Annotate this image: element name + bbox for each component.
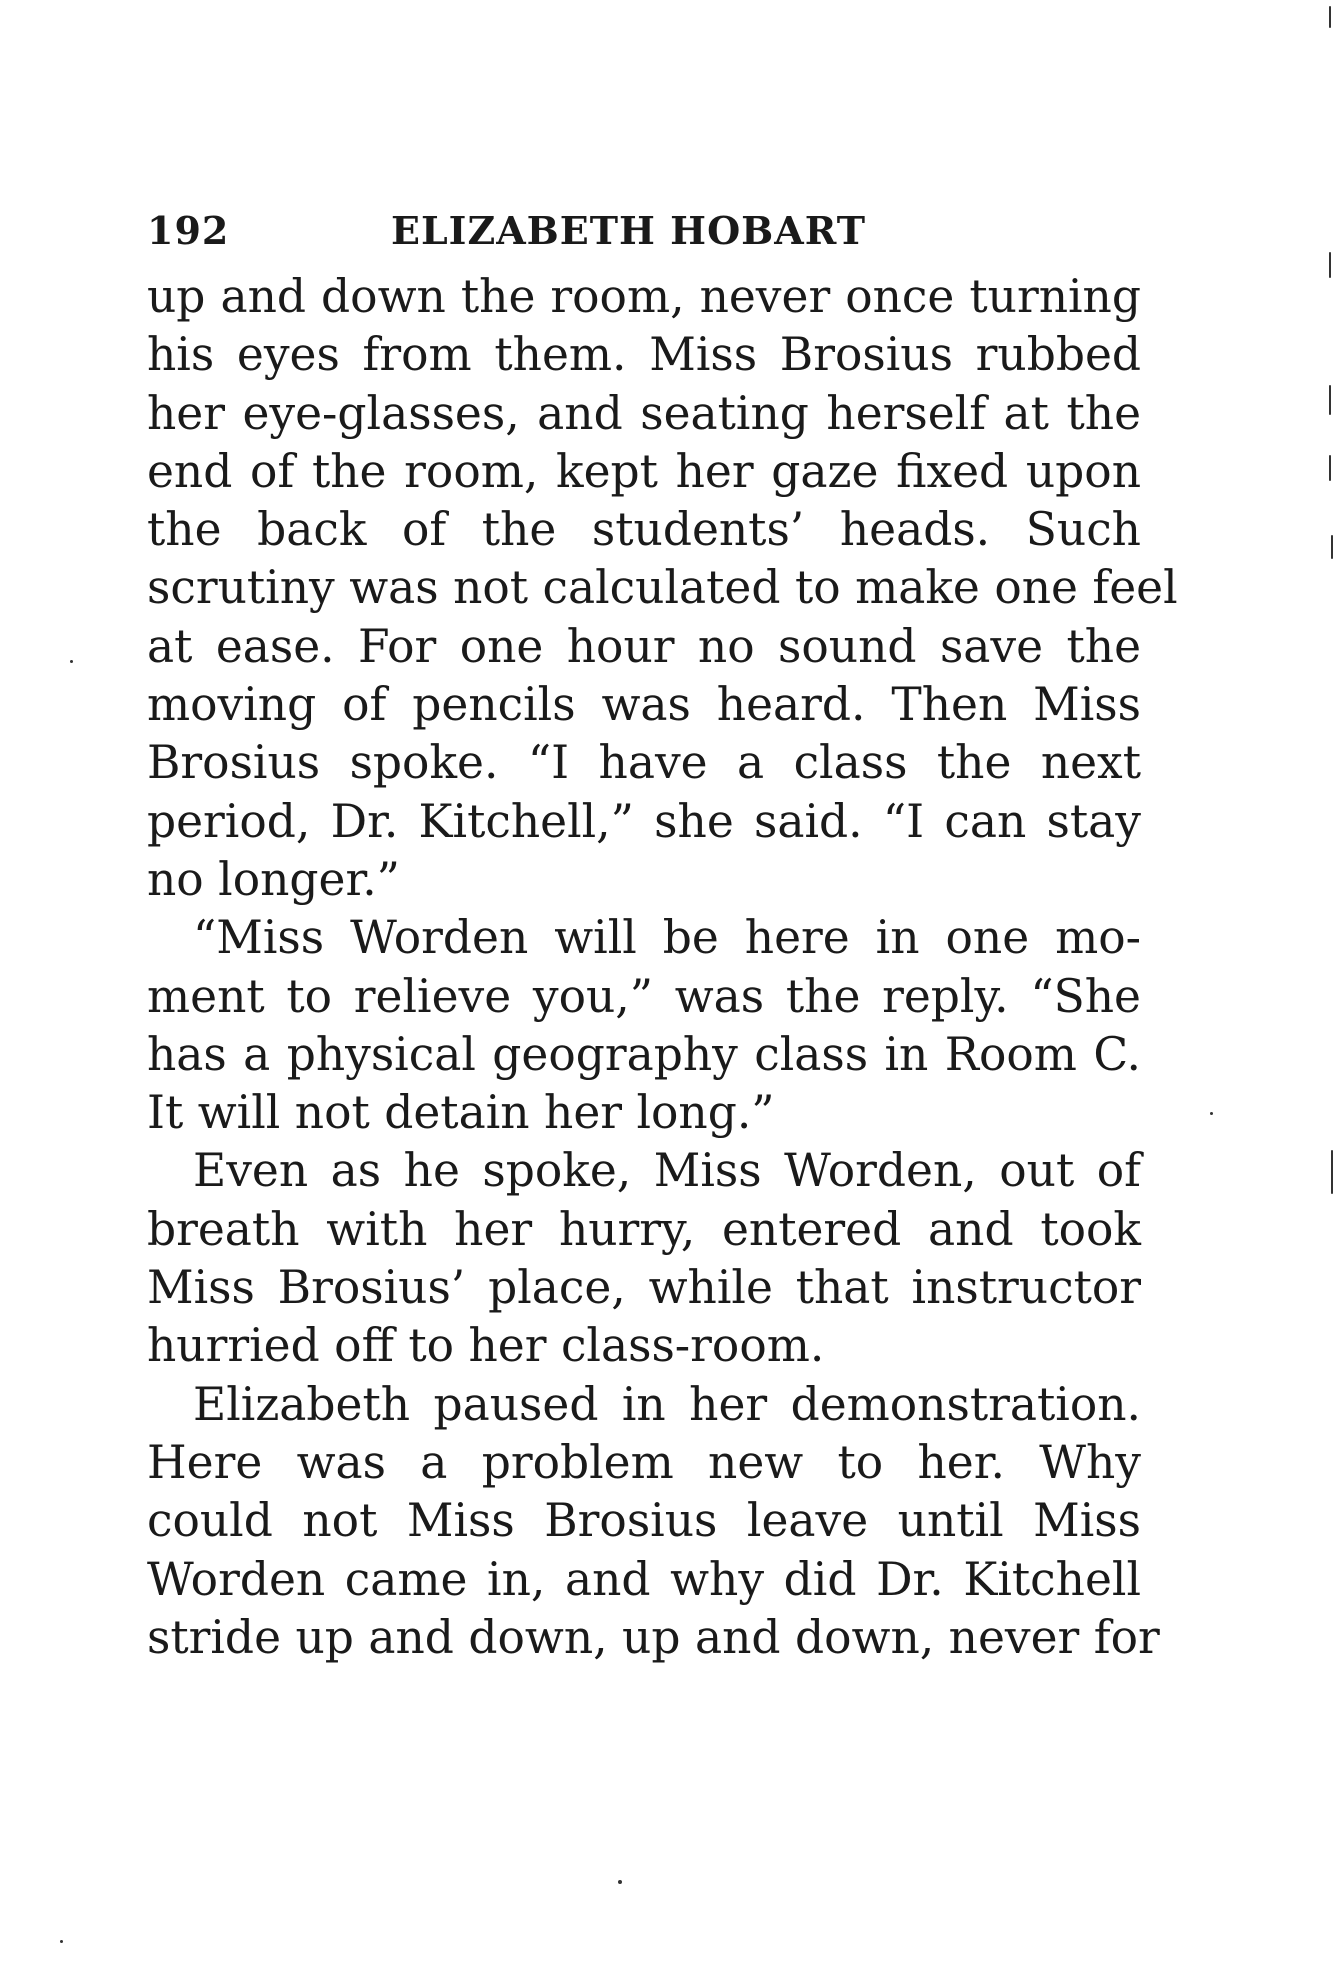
running-head xyxy=(147,208,1147,268)
scan-speck xyxy=(1331,535,1333,559)
text-line: hurried off to her class-room. xyxy=(147,1319,825,1373)
text-line: period, Dr. Kitchell,” she said. “I can stay xyxy=(147,794,1141,848)
text-line: ment to relieve you,” was the reply. “She xyxy=(147,969,1141,1023)
scan-speck xyxy=(70,660,73,663)
text-line: breath with her hurry, entered and took xyxy=(147,1202,1141,1256)
text-line: her eye-glasses, and seating herself at the xyxy=(147,386,1141,440)
text-line: end of the room, kept her gaze fixed upon xyxy=(147,444,1141,498)
text-line: stride up and down, up and down, never for xyxy=(147,1610,1160,1664)
scan-speck xyxy=(1329,6,1331,28)
text-line: Brosius spoke. “I have a class the next xyxy=(147,736,1141,790)
text-line: the back of the students’ heads. Such xyxy=(147,503,1141,557)
book-title: ELIZABETH HOBART xyxy=(391,208,866,253)
text-line: Elizabeth paused in her demonstration. xyxy=(193,1377,1141,1431)
text-line: Worden came in, and why did Dr. Kitchell xyxy=(147,1552,1141,1606)
text-line: Even as he spoke, Miss Worden, out of xyxy=(193,1144,1141,1198)
body-text xyxy=(147,268,1178,1667)
text-line: has a physical geography class in Room C. xyxy=(147,1027,1141,1081)
text-line: Here was a problem new to her. Why xyxy=(147,1435,1141,1489)
text-line: moving of pencils was heard. Then Miss xyxy=(147,678,1141,732)
text-line: no longer.” xyxy=(147,852,400,906)
text-line: “Miss Worden will be here in one mo- xyxy=(193,911,1141,965)
text-line: at ease. For one hour no sound save the xyxy=(147,619,1141,673)
scan-speck xyxy=(60,1940,63,1943)
scan-speck xyxy=(618,1880,622,1884)
text-line: scrutiny was not calculated to make one feel xyxy=(147,561,1178,615)
page-number: 192 xyxy=(147,208,230,253)
scan-speck xyxy=(1329,455,1331,481)
scan-speck xyxy=(1329,385,1331,415)
text-line: his eyes from them. Miss Brosius rubbed xyxy=(147,328,1141,382)
text-line: It will not detain her long.” xyxy=(147,1086,775,1140)
text-line: up and down the room, never once turning xyxy=(147,270,1141,323)
scan-speck xyxy=(1329,252,1331,278)
scan-speck xyxy=(1331,1150,1333,1194)
text-line: could not Miss Brosius leave until Miss xyxy=(147,1494,1141,1548)
text-line: Miss Brosius’ place, while that instructor xyxy=(147,1261,1141,1315)
scan-speck xyxy=(1210,1112,1213,1115)
